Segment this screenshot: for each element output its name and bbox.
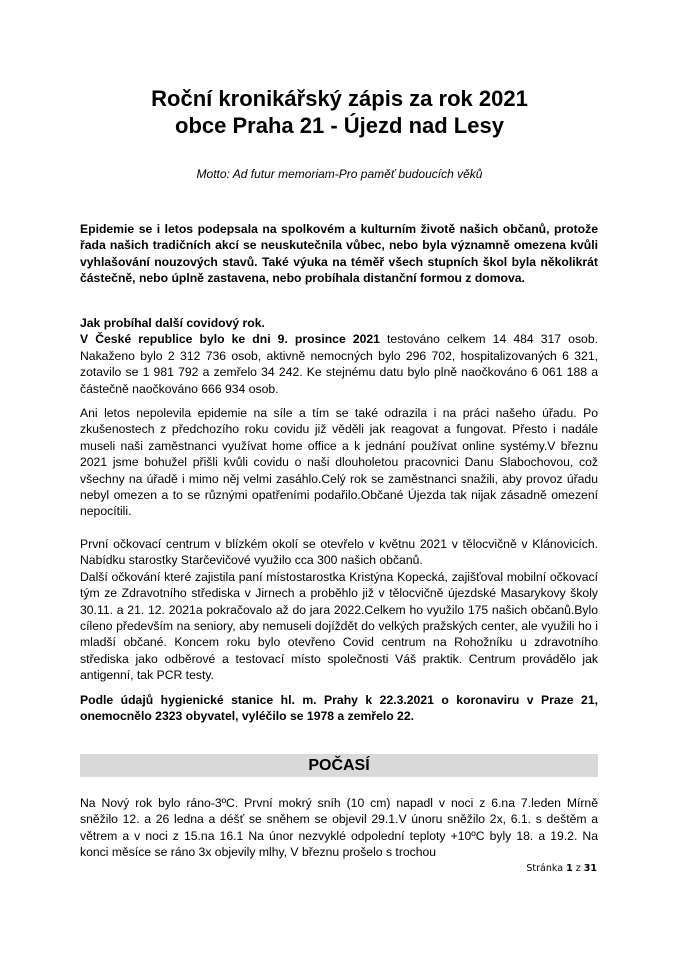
covid-heading: Jak probíhal další covidový rok.	[80, 316, 265, 330]
covid-stats-paragraph	[80, 331, 598, 397]
office-text: Ani letos nepolevila epidemie na síle a tím se také odrazila i na práci našeho úřadu. Po zkušenostech z předchozího roku covidu již věděli jak reagovat a fungovat. Přesto i nadále museli naši zaměstnanci využívat home office a k jednání používat online systémy.V březnu 2021 jsme bohužel přišli kvůli covidu o naši dlouholetou pracovnici Danu Slabochovou, což všechny na úřadě i mimo něj velmi zasáhlo.Celý rok se zaměstnanci snažili, aby provoz úřadu nebyl omezen a to se různými opatřeními podařilo.Občané Újezda tak nijak zásadně omezení nepocítili.	[80, 406, 598, 519]
office-paragraph	[80, 405, 598, 520]
vaccination-text-1: První očkovací centrum v blízkém okolí se otevřelo v květnu 2021 v tělocvičně v Klánovicích. Nabídku starostky Starčevičové využilo cca 300 našich občanů.	[80, 537, 598, 568]
weather-heading: POČASÍ	[80, 754, 598, 777]
page-total: 31	[583, 863, 597, 874]
weather-text: Na Nový rok bylo ráno-3ºC. První mokrý sníh (10 cm) napadl v noci z 6.na 7.leden Mírně sněžilo 12. a 26 ledna a déšť se sněhem se objevil 29.1.V únoru sněžilo 2x, 6.1. s deštěm a větrem a v noci z 15.na 16.1 Na únor nezvyklé odpolední teploty +10ºC byly 18. a 19.2. Na konci měsíce se ráno 3x objevily mlhy, V březnu prošelo s trochou	[80, 796, 598, 860]
page-current: 1	[566, 863, 573, 874]
intro-paragraph	[80, 221, 598, 287]
page-number	[526, 863, 597, 875]
hygiene-paragraph	[80, 692, 598, 725]
covid-lead-rest: testováno celkem 14 484 317 osob. Nakaženo bylo 2 312 736 osob, aktivně nemocných bylo 296 702, hospitalizovaných 6 321, zotavilo se 1 981 792 a zemřelo 34 242. Ke stejnému datu bylo plně naočkováno 6 061 188 a částečně naočkováno 666 934 osob.	[80, 332, 598, 396]
covid-section	[80, 315, 598, 397]
vaccination-text-2: Další očkování které zajistila paní místostarostka Kristýna Kopecká, zajišťoval mobilní očkovací tým ze Zdravotního střediska v Jirnech a proběhlo již v tělocvičně újezdské Masarykovy školy 30.11. a 21. 12. 2021a pokračovalo až do jara 2022.Celkem ho využilo 175 našich občanů.Bylo cíleno především na seniory, aby nemuseli dojíždět do velkých pražských center, ale využili ho i mladší občané. Koncem roku bylo otevřeno Covid centrum na Rohožníku u zdravotního střediska jako odběrové a testovací místo společnosti Váš praktik. Centrum provádělo jak antigenní, tak PCR testy.	[80, 569, 598, 683]
page-separator: z	[575, 863, 581, 874]
vaccination-section	[80, 536, 598, 684]
page-label: Stránka	[526, 863, 564, 874]
intro-text: Epidemie se i letos podepsala na spolkovém a kulturním životě našich občanů, protože řada našich tradičních akcí se neuskutečnila vůbec, nebo byla významně omezena kvůli vyhlašování nouzových stavů. Také výuka na téměř všech stupních škol byla několikrát částečně, nebo úplně zastavena, nebo probíhala distanční formou z domova.	[80, 222, 598, 286]
hygiene-text: Podle údajů hygienické stanice hl. m. Prahy k 22.3.2021 o koronaviru v Praze 21, onemocnělo 2323 obyvatel, vyléčilo se 1978 a zemřelo 22.	[80, 693, 598, 724]
document-title	[0, 85, 679, 139]
weather-paragraph	[80, 795, 598, 861]
motto: Motto: Ad futur memoriam-Pro paměť budoucích věků	[196, 167, 483, 181]
title-line-1: Roční kronikářský zápis za rok 2021	[151, 86, 528, 111]
covid-lead-bold: V České republice bylo ke dni 9. prosince 2021	[80, 332, 380, 347]
title-line-2: obce Praha 21 - Újezd nad Lesy	[175, 113, 504, 138]
